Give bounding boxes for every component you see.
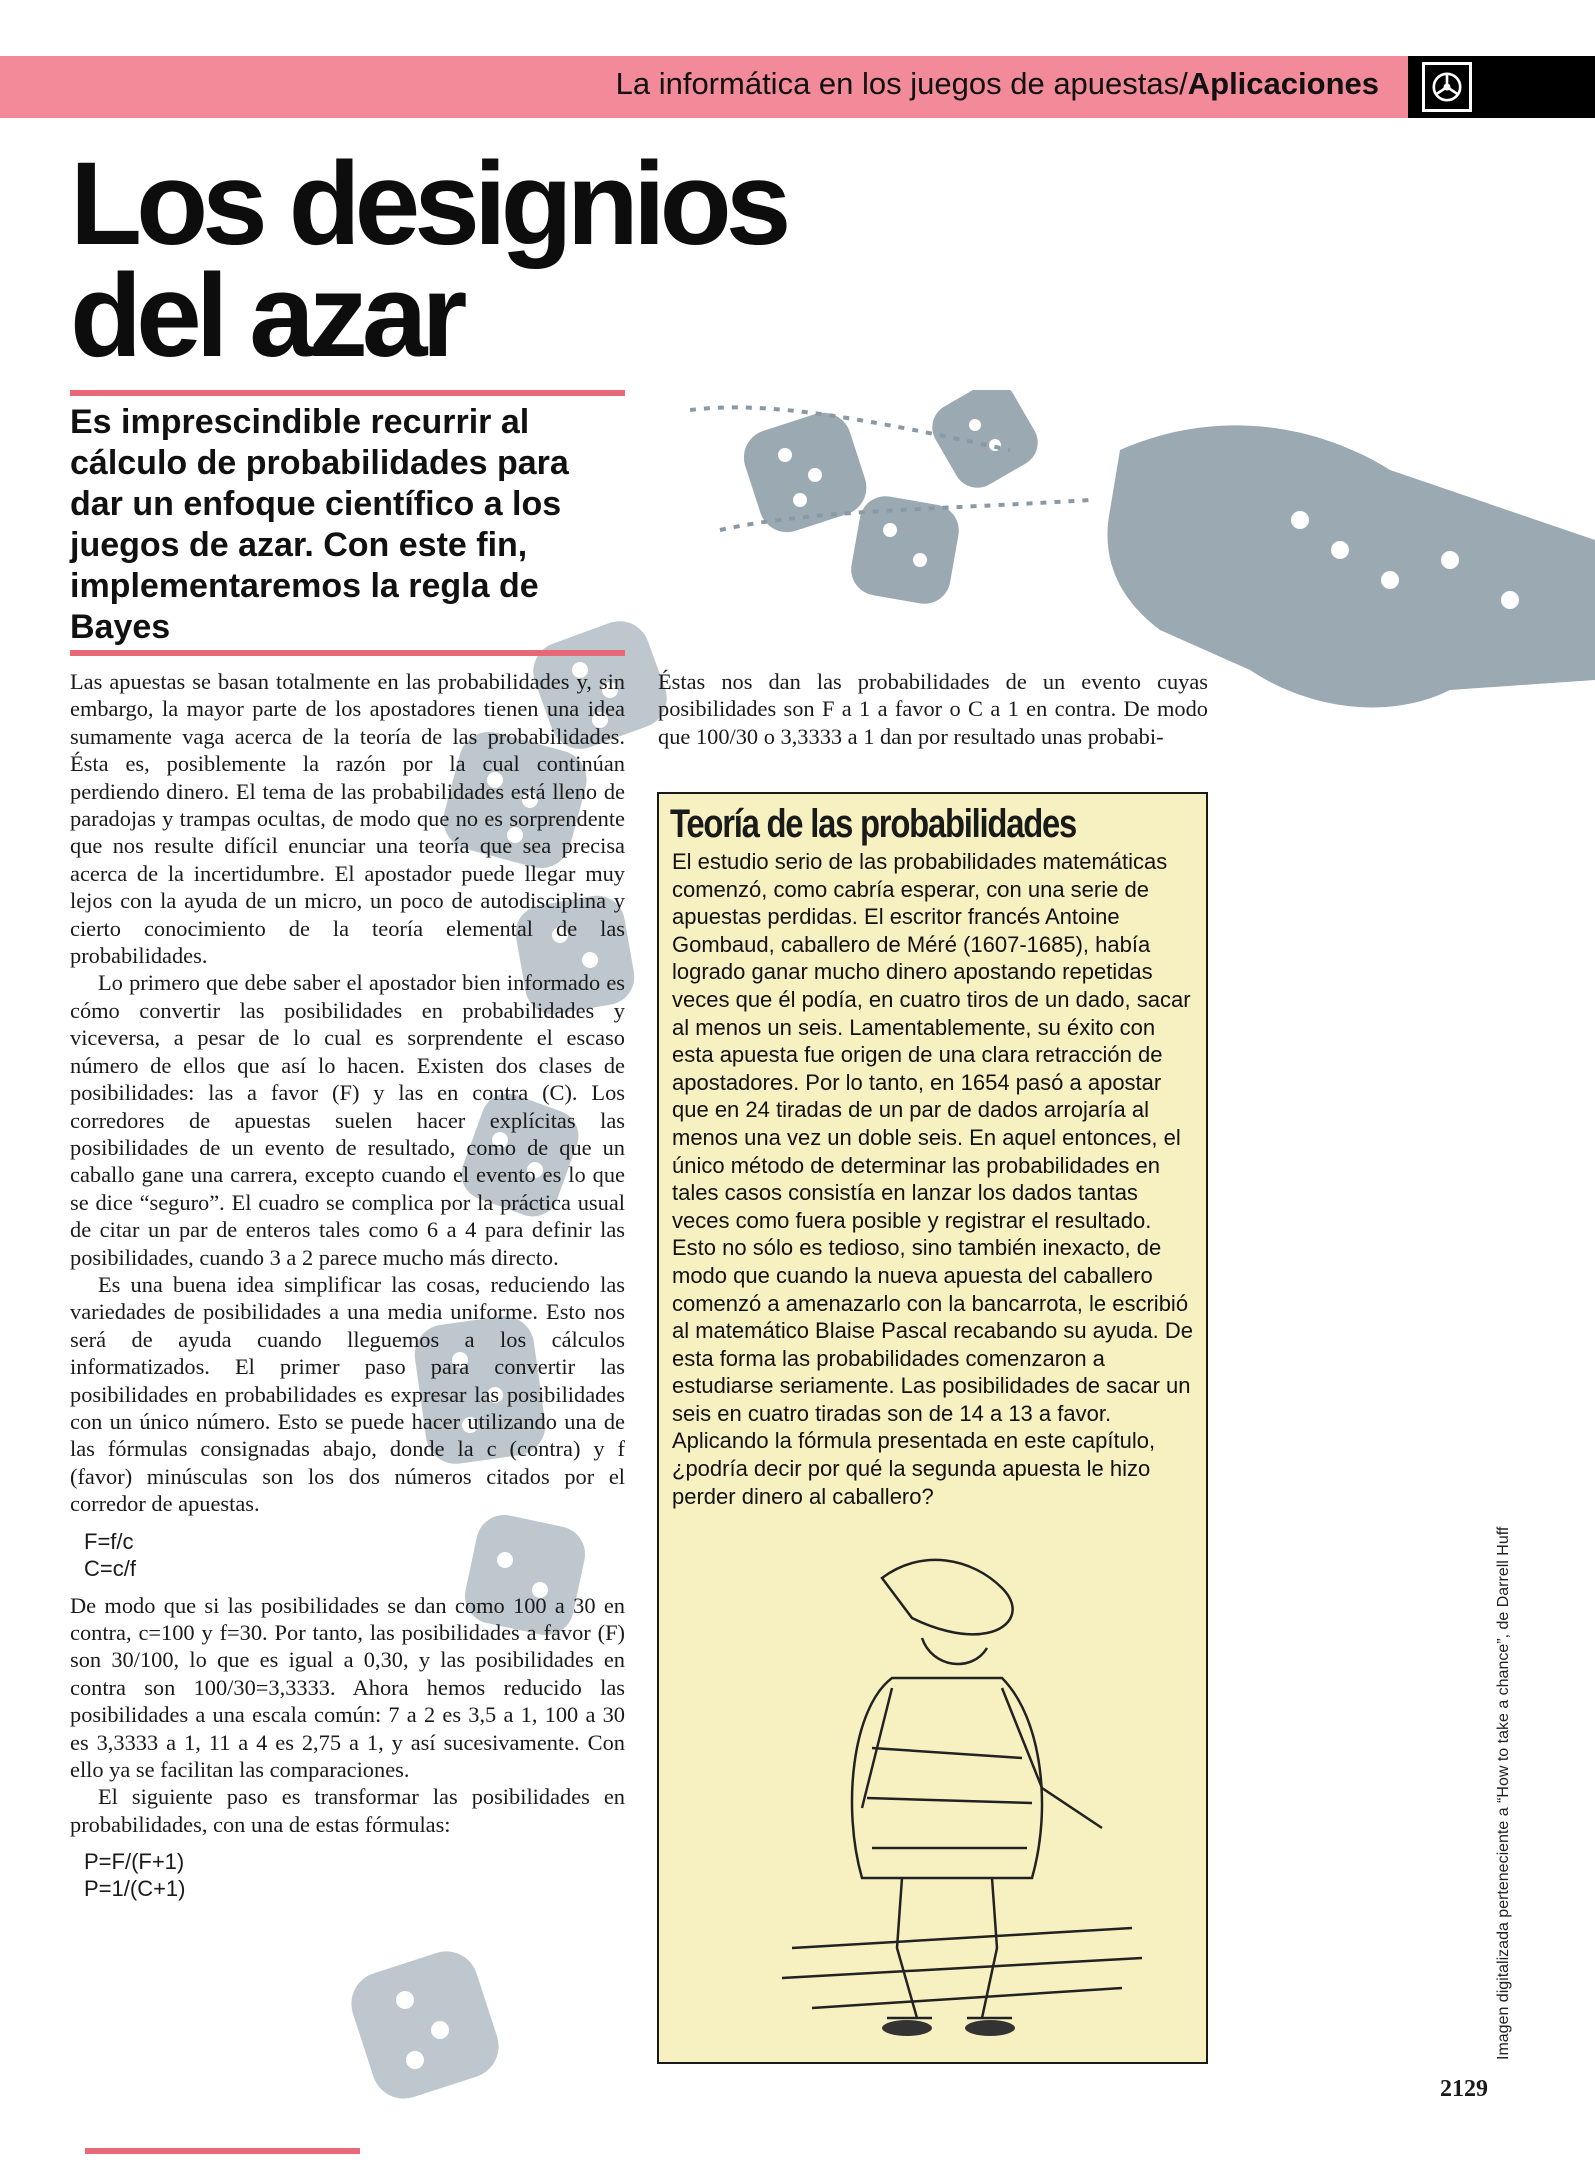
body-paragraph-1: Las apuestas se basan totalmente en las probabilidades y, sin embargo, la mayor parte de los apostadores tienen una idea sumamente vaga acerca de la teoría de las probabilidades. Ésta es, posiblemente la razón por la cual continúan perdiendo dinero. El tema de las probabilidades está lleno de paradojas y trampas ocultas, de modo que no es sorprendente que nos resulte difícil enunciar una teoría que sea precisa acerca de la incertidumbre. El apostador puede llegar muy lejos con la ayuda de un micro, un poco de autodisciplina y cierto conocimiento de la teoría elemental de las probabilidades. <box>70 669 625 969</box>
body-paragraph-6: Éstas nos dan las probabilidades de un evento cuyas posibilidades son F a 1 a favor o C a 1 en contra. De modo que 100/30 o 3,3333 a 1 dan por resultado unas probabi- <box>658 669 1208 749</box>
footer-rule <box>85 2148 360 2154</box>
deck-rule-bottom <box>70 650 625 656</box>
cavalier-engraving-image <box>772 1548 1152 2048</box>
body-paragraph-3: Es una buena idea simplificar las cosas, reduciendo las variedades de posibilidades a una media uniforme. Esto nos será de ayuda cuando lleguemos a los cálculos informatizados. El primer paso para convertir las posibilidades en probabilidades es expresar las posibilidades con un único número. Esto se puede hacer utilizando una de las fórmulas consignadas abajo, donde la c (contra) y f (favor) minúsculas son los dos números citados por el corredor de apuestas. <box>70 1271 625 1517</box>
formula-odds-contra: C=c/f <box>84 1555 136 1581</box>
formula-odds-favor: F=f/c <box>84 1528 134 1554</box>
article-column-right <box>658 668 1208 750</box>
title-line-1: Los designios <box>70 138 786 270</box>
page-number: 2129 <box>1440 2076 1488 2102</box>
joystick-icon <box>1422 62 1472 112</box>
formula-probability <box>84 1848 625 1902</box>
formula-probability-contra: P=1/(C+1) <box>84 1876 186 1902</box>
article-deck: Es imprescindible recurrir al cálculo de probabilidades para dar un enfoque científico a los juegos de azar. Con este fin, implementaremos la regla de Bayes <box>70 403 569 646</box>
body-paragraph-5: El siguiente paso es transformar las posibilidades en probabilidades, con una de estas fórmulas: <box>70 1784 625 1837</box>
formula-probability-favor: P=F/(F+1) <box>84 1849 185 1875</box>
sidebar-body: El estudio serio de las probabilidades matemáticas comenzó, como cabría esperar, con una serie de apuestas perdidas. El escritor francés Antoine Gombaud, caballero de Méré (1607-1685), había logrado ganar mucho dinero apostando repetidas veces que él podía, en cuatro tiros de un dado, sacar al menos un seis. Lamentablemente, su éxito con esta apuesta fue origen de una clara retracción de apostadores. Por lo tanto, en 1654 pasó a apostar que en 24 tiradas de un par de dados arrojaría al menos una vez un doble seis. En aquel entonces, el único método de determinar las probabilidades en tales casos consistía en lanzar los dados tantas veces como fuera posible y registrar el resultado. Esto no sólo es tedioso, sino también inexacto, de modo que cuando la nueva apuesta del caballero comenzó a amenazarlo con la bancarrota, le escribió al matemático Blaise Pascal recabando su ayuda. De esta forma las probabilidades comenzaron a estudiarse seriamente. Las posibilidades de sacar un seis en cuatro tiradas son de 14 a 13 a favor. Aplicando la fórmula presentada en este capítulo, ¿podría decir por qué la segunda apuesta le hizo perder dinero al caballero? <box>672 849 1193 1509</box>
header-series-text: La informática en los juegos de apuestas/ <box>615 66 1188 101</box>
image-credit-wrap <box>1495 1500 1525 2060</box>
body-paragraph-2: Lo primero que debe saber el apostador bien informado es cómo convertir las posibilidades en probabilidades y viceversa, a pesar de lo cual es sorprendente el escaso número de ellos que así lo hacen. Existen dos clases de posibilidades: las a favor (F) y las en contra (C). Los corredores de apuestas suelen hacer explícitas las posibilidades de un evento de resultado, como de que un caballo gane una carrera, excepto cuando el evento es lo que se dice “seguro”. El cuadro se complica por la práctica usual de citar un par de enteros tales como 6 a 4 para definir las posibilidades, cuando 3 a 2 parece mucho más directo. <box>70 970 625 1270</box>
image-credit: Imagen digitalizada perteneciente a “How to take a chance”, de Darrell Huff <box>1495 1526 1512 2060</box>
deck-rule-top <box>70 390 625 396</box>
header-section-text: Aplicaciones <box>1187 66 1379 101</box>
article-title <box>70 138 786 382</box>
body-paragraph-4: De modo que si las posibilidades se dan como 100 a 30 en contra, c=100 y f=30. Por tanto, las posibilidades a favor (F) son 30/100, lo que es igual a 0,30, y las posibilidades en contra son 100/30=3,3333. Ahora hemos reducido las posibilidades a una escala común: 7 a 2 es 3,5 a 1, 100 a 30 es 3,3333 a 1, 11 a 4 es 2,75 a 1, y así sucesivamente. Con ello ya se facilitan las comparaciones. <box>70 1592 625 1783</box>
article-column-left <box>70 668 625 1912</box>
sidebar-title: Teoría de las probabilidades <box>670 802 1077 846</box>
formula-odds <box>84 1528 625 1582</box>
title-line-2: del azar <box>70 250 462 382</box>
header-series <box>616 66 1379 102</box>
